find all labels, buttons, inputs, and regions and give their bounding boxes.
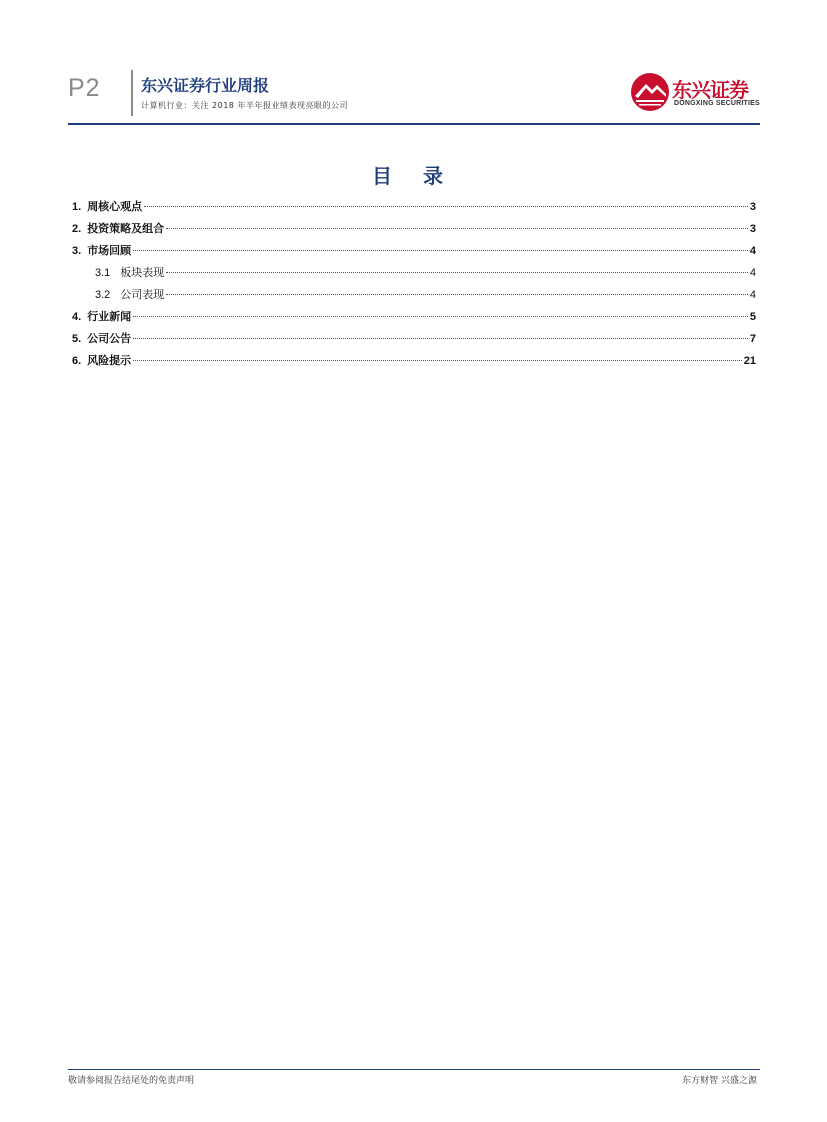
- toc-subentry[interactable]: [72, 264, 756, 286]
- table-of-contents: [72, 198, 756, 374]
- footer-rule: [68, 1069, 760, 1070]
- header-separator: [131, 70, 133, 116]
- toc-entry-page: 4: [749, 289, 756, 301]
- toc-entry-label: 行业新闻: [87, 310, 132, 323]
- toc-entry-number: 2.: [72, 223, 82, 235]
- toc-entry-page: 3: [749, 223, 756, 235]
- toc-entry[interactable]: [72, 198, 756, 220]
- toc-entry[interactable]: [72, 308, 756, 330]
- toc-entry-label: 风险提示: [87, 354, 132, 367]
- toc-entry-label: 板块表现: [120, 266, 165, 279]
- toc-entry[interactable]: [72, 330, 756, 352]
- toc-entry-number: 3.2: [95, 289, 111, 301]
- toc-leader-dots: [166, 228, 748, 229]
- footer-disclaimer: 敬请参阅报告结尾处的免责声明: [68, 1076, 195, 1086]
- toc-entry-label: 公司公告: [87, 332, 132, 345]
- toc-entry-page: 3: [749, 201, 756, 213]
- toc-entry-label: 周核心观点: [87, 200, 143, 213]
- toc-entry-page: 4: [749, 245, 756, 257]
- toc-subentry[interactable]: [72, 286, 756, 308]
- toc-entry[interactable]: [72, 352, 756, 374]
- toc-leader-dots: [166, 272, 748, 273]
- toc-entry-number: 5.: [72, 333, 82, 345]
- page-number: P2: [68, 74, 101, 102]
- toc-leader-dots: [133, 250, 748, 251]
- company-logo: [630, 70, 760, 114]
- toc-entry-page: 5: [749, 311, 756, 323]
- toc-entry-page: 4: [749, 267, 756, 279]
- toc-entry[interactable]: [72, 242, 756, 264]
- toc-entry-number: 1.: [72, 201, 82, 213]
- logo-chinese-text: 东兴证券: [672, 78, 748, 102]
- report-title: 东兴证券行业周报: [141, 76, 270, 95]
- toc-leader-dots: [133, 338, 748, 339]
- logo-english-text: DONGXING SECURITIES: [674, 100, 760, 107]
- toc-entry[interactable]: [72, 220, 756, 242]
- toc-entry-number: 3.: [72, 245, 82, 257]
- toc-leader-dots: [144, 206, 748, 207]
- toc-leader-dots: [166, 294, 748, 295]
- toc-entry-label: 投资策略及组合: [87, 222, 165, 235]
- report-subtitle: 计算机行业：关注 2018 年半年报业绩表现亮眼的公司: [141, 101, 348, 110]
- toc-leader-dots: [133, 316, 748, 317]
- toc-entry-number: 6.: [72, 355, 82, 367]
- toc-leader-dots: [133, 360, 742, 361]
- toc-title: 目 录: [372, 164, 455, 188]
- logo-mark-icon: [630, 72, 670, 112]
- toc-entry-label: 公司表现: [120, 288, 165, 301]
- toc-entry-number: 4.: [72, 311, 82, 323]
- toc-entry-page: 7: [749, 333, 756, 345]
- toc-entry-label: 市场回顾: [87, 244, 132, 257]
- toc-entry-number: 3.1: [95, 267, 111, 279]
- toc-entry-page: 21: [743, 355, 756, 367]
- footer-slogan: 东方财智 兴盛之源: [682, 1076, 757, 1086]
- header-rule: [68, 123, 760, 125]
